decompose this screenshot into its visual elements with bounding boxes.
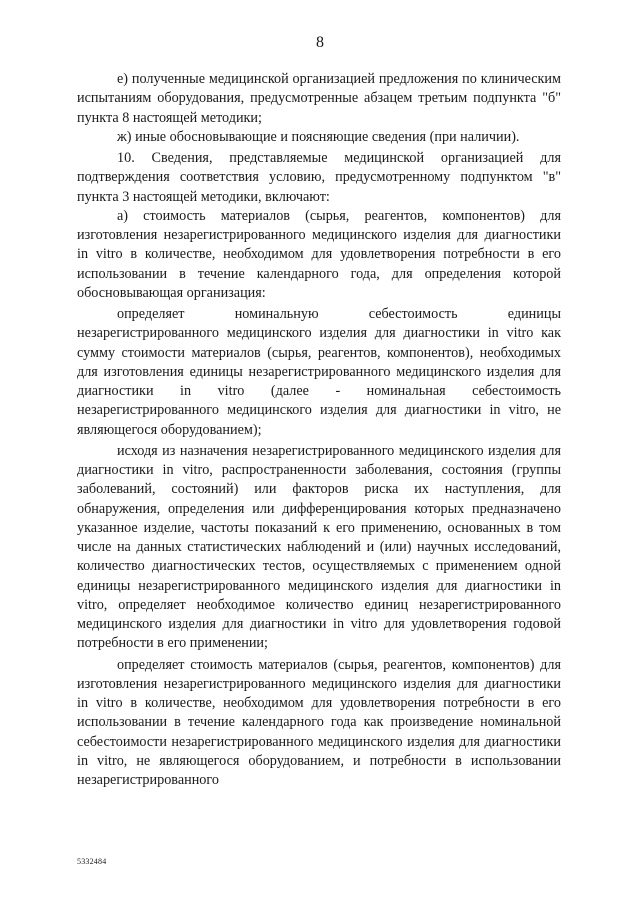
document-body: [77, 70, 561, 790]
paragraph-item-e: е) полученные медицинской организацией предложения по клиническим испытаниям оборудования, предусмотренные абзацем третьим подпункта "б" пункта 8 настоящей методики;: [77, 71, 561, 126]
document-id: 5332484: [77, 857, 107, 866]
page-number: 8: [316, 34, 324, 51]
paragraph-required-quantity: исходя из назначения незарегистрированного медицинского изделия для диагностики in vitro, распространенности заболевания, состояния (группы заболеваний, состояний) или факторов риска их наступления, для обнаружения, определения или дифференцирования которых предназначено указанное изделие, частоты показаний к его применению, основанных в том числе на данных статистических наблюдений и (или) научных исследований, количество диагностических тестов, осуществляемых с применением одной единицы незарегистрированного медицинского изделия для диагностики in vitro, определяет необходимое количество единиц незарегистрированного медицинского изделия для диагностики in vitro для удовлетворения годовой потребности в его применении;: [77, 442, 561, 652]
paragraph-material-cost: определяет стоимость материалов (сырья, реагентов, компонентов) для изготовления незарегистрированного медицинского изделия для диагностики in vitro в количестве, необходимом для удовлетворения потребности в его использовании в течение календарного года как произведение номинальной себестоимости незарегистрированного медицинского изделия для диагностики in vitro, не являющегося оборудованием, и потребности в использовании незарегистрированного: [77, 656, 561, 788]
paragraph-nominal-cost: определяет номинальную себестоимость единицы незарегистрированного медицинского изделия для диагностики in vitro как сумму стоимости материалов (сырья, реагентов, компонентов), необходимых для изготовления единицы незарегистрированного медицинского изделия для диагностики in vitro (далее - номинальная себестоимость незарегистрированного медицинского изделия для диагностики in vitro, не являющегося оборудованием);: [77, 306, 561, 438]
paragraph-subitem-a: а) стоимость материалов (сырья, реагентов, компонентов) для изготовления незарегистрированного медицинского изделия для диагностики in vitro в количестве, необходимом для удовлетворения потребности в его использовании в течение календарного года, для определения которой обосновывающая организация:: [77, 207, 561, 301]
paragraph-point-10: 10. Сведения, представляемые медицинской организацией для подтверждения соответствия условию, предусмотренному подпунктом "в" пункта 3 настоящей методики, включают:: [77, 150, 561, 205]
paragraph-item-zh: ж) иные обосновывающие и поясняющие сведения (при наличии).: [117, 128, 520, 145]
